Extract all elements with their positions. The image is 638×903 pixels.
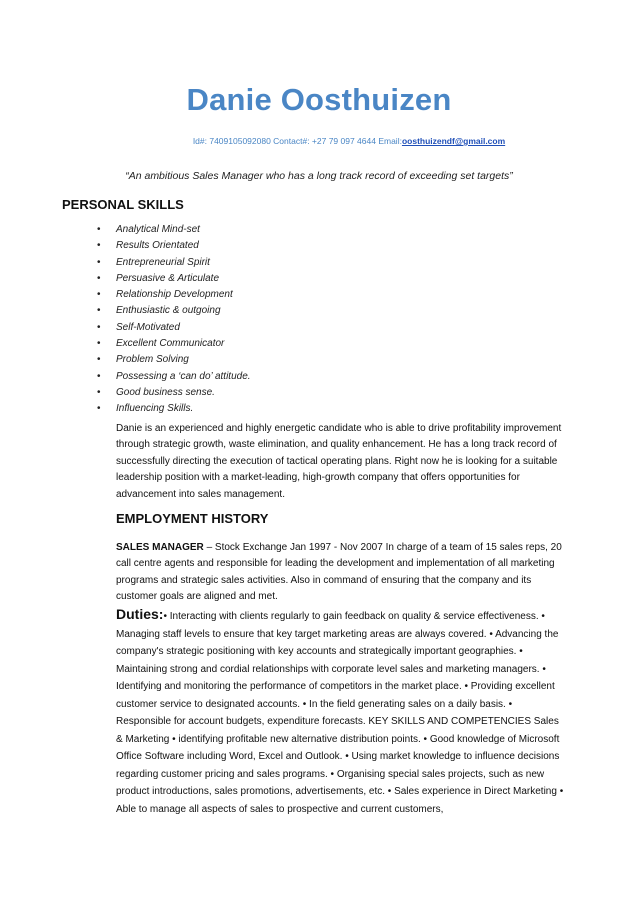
bullet-icon: • [97,305,101,317]
page-title: Danie Oosthuizen [186,82,452,117]
list-item [88,222,251,238]
list-item [88,336,251,352]
bullet-icon: • [97,240,101,252]
duties-label: Duties: [116,606,164,622]
personal-skills-list [88,222,251,418]
list-item [88,385,251,401]
contact-details: Id#: 7409105092080 Contact#: +27 79 097 4644 Email: [192,136,402,146]
skill-label: Results Orientated [116,240,199,252]
email-link[interactable]: oosthuizendf@gmail.com [401,136,506,146]
skill-label: Analytical Mind-set [116,224,200,235]
list-item [88,271,251,287]
tagline: “An ambitious Sales Manager who has a long track record of exceeding set targets” [125,170,513,182]
list-item [88,320,251,336]
employment-history-heading: EMPLOYMENT HISTORY [116,511,269,526]
skill-label: Relationship Development [116,289,233,301]
bullet-icon: • [97,354,101,366]
personal-skills-heading: PERSONAL SKILLS [62,197,184,212]
list-item [88,369,251,385]
bullet-icon: • [97,224,101,235]
skill-label: Influencing Skills. [116,403,194,415]
summary-paragraph: Danie is an experienced and highly energetic candidate who is able to drive profitability improvement through strategic growth, waste elimination, and quality enhancement. He has a long track record of successfully directing the execution of tactical operating plans. Right now he is looking for a suitable leadership position with a market-leading, high-growth company that offers opportunities for advancement into sales management. [116,423,562,500]
bullet-icon: • [97,338,101,350]
skill-label: Enthusiastic & outgoing [116,305,221,317]
skill-label: Persuasive & Articulate [116,272,220,284]
job-entry [116,540,568,605]
skill-label: Entrepreneurial Spirit [116,256,210,268]
duties-paragraph [116,606,568,818]
bullet-icon: • [97,289,101,301]
skill-label: Possessing a ‘can do’ attitude. [116,370,251,382]
skill-label: Self-Motivated [116,321,180,333]
list-item [88,255,251,271]
job-details: – Stock Exchange Jan 1997 - Nov 2007 In charge of a team of 15 sales reps, 20 call centre agents and responsible for leading the development and implementation of all marketing programs and strategic sales activities. Also in command of ensuring that the company and its customer goals are aligned and met. [116,542,562,602]
bullet-icon: • [97,321,101,333]
bullet-icon: • [97,403,101,415]
skill-label: Excellent Communicator [116,338,225,350]
job-title: SALES MANAGER [116,542,204,553]
skill-label: Problem Solving [116,354,189,366]
bullet-icon: • [97,370,101,382]
bullet-icon: • [97,272,101,284]
contact-line [0,136,638,146]
duties-text: • Interacting with clients regularly to gain feedback on quality & service effectiveness. • Managing staff levels to ensure that key target marketing areas are always covered. • Advancing the company's strategic positioning with key accounts and strategically important geographies. • Maintaining strong and cordial relationships with corporate level sales and marketing managers. • Identifying and monitoring the performance of competitors in the market place. • Providing excellent customer service to designated accounts. • In the field generating sales on a daily basis. • Responsible for account budgets, expenditure forecasts. KEY SKILLS AND COMPETENCIES Sales & Marketing • identifying profitable new alternative distribution points. • Good knowledge of Microsoft Office Software including Word, Excel and Outlook. • Using market knowledge to influence decisions regarding customer pricing and sales programs. • Organising special sales projects, such as new product introductions, sales promotions, advertisements, etc. • Sales experience in Direct Marketing • Able to manage all aspects of sales to prospective and current customers, [116,611,564,815]
list-item [88,238,251,254]
bullet-icon: • [97,256,101,268]
bullet-icon: • [97,386,101,398]
list-item [88,303,251,319]
skill-label: Good business sense. [116,386,215,398]
list-item [88,401,251,417]
list-item [88,287,251,303]
list-item [88,352,251,368]
